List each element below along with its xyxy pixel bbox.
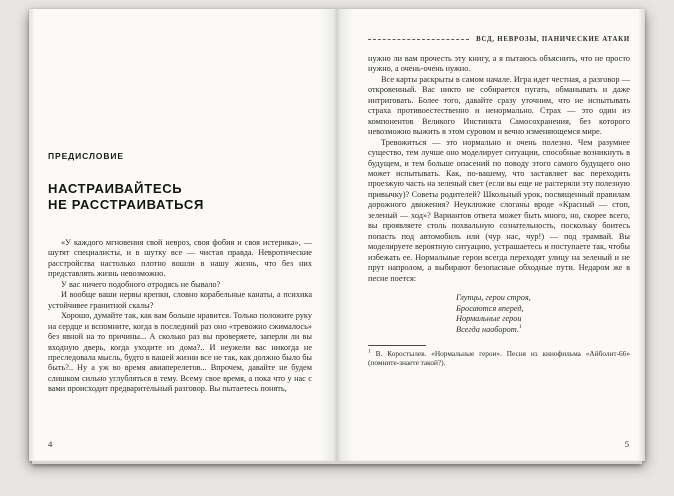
footnote-text: В. Коростылев. «Нормальные герои». Песня из кинофильма «Айболит-66» (помните-знаете такой?). bbox=[368, 348, 630, 368]
verse-line: Нормальные герои bbox=[456, 314, 522, 324]
body-paragraph: Хорошо, думайте так, как вам больше нравится. Только положите руку на сердце и вспомните, когда в последний раз оно «тревожно сжималось» без явной на то причины... А сколько раз вы проверяете, заперли ли вы входную дверь, когда уходите из дома?.. И неужели вас никогда не преследовала мысль, будто в вашей жизни все не так, как должно было бы быть?.. Ну а уж во время авиаперелетов... Впрочем, давайте не будем слишком сильно углубляться в тему. Всему свое время, а пока что у нас с вами происходит предварительный разговор. Вы пытаетесь понять, bbox=[48, 311, 312, 394]
chapter-title-line-2: НЕ РАССТРАИВАТЬСЯ bbox=[48, 197, 204, 212]
chapter-title-line-1: НАСТРАИВАЙТЕСЬ bbox=[48, 181, 183, 196]
footnote-mark: 1 bbox=[368, 348, 371, 355]
verse-line bbox=[456, 325, 630, 336]
left-page bbox=[29, 9, 337, 461]
left-page-body bbox=[48, 238, 312, 395]
chapter-title bbox=[48, 181, 312, 213]
section-label: ПРЕДИСЛОВИЕ bbox=[48, 151, 124, 161]
running-header-label: ВСД, НЕВРОЗЫ, ПАНИЧЕСКИЕ АТАКИ bbox=[476, 36, 630, 43]
body-paragraph: нужно ли вам прочесть эту книгу, а я пытаюсь объяснить, что не просто нужно, а очень-очень нужно. bbox=[368, 54, 630, 74]
page-number-left: 4 bbox=[48, 439, 53, 449]
book-spread bbox=[29, 9, 645, 461]
running-header bbox=[368, 36, 630, 43]
verse-quote bbox=[456, 293, 630, 336]
right-page-body bbox=[368, 54, 630, 284]
page-number-right: 5 bbox=[624, 439, 629, 449]
body-paragraph: И вообще ваши нервы крепки, словно корабельные канаты, а психика устойчивее гранитной скалы? bbox=[48, 290, 312, 310]
footnote-block bbox=[368, 345, 630, 368]
footnote-reference-mark: 1 bbox=[518, 324, 522, 331]
body-paragraph: Все карты раскрыты в самом начале. Игра идет честная, а разговор — откровенный. Вас никто не собирается пугать, обманывать и даже интриговать. Более того, давайте сразу уточним, что не испытывать страха противоестественно и ненормально. Страх — это один из компонентов Великого Инстинкта Самосохранения, без которого невозможно выжить в этом суровом и вечно изменяющемся мире. bbox=[368, 74, 630, 137]
footnote bbox=[368, 349, 630, 368]
verse-line: Бросаются вперед, bbox=[456, 303, 524, 313]
body-paragraph: «У каждого мгновения свой невроз, своя фобия и своя истерика», — шутят специалисты, и в шутку все — чистая правда. Невротические расстройства настолько плотно вошли в нашу жизнь, что без них представлять жизнь невозможно. bbox=[48, 238, 312, 279]
right-page bbox=[337, 9, 645, 461]
verse-line-text: Всегда наоборот. bbox=[456, 325, 519, 335]
verse-line: Глупцы, герои строя, bbox=[456, 292, 531, 302]
body-paragraph: Тревожиться — это нормально и очень полезно. Чем разумнее существо, тем лучше оно моделирует ситуации, способные возникнуть в будущем, и тем больше опасений по поводу этого самого будущего оно может испытывать. Как, по-вашему, что заставляет вас переходить проезжую часть на зеленый свет (если вы еще не растеряли эту полезную привычку)? Советы родителей? Школьный урок, посвященный правилам дорожного движения? Неуклюжие слоганы вроде «Красный — стоп, зеленый — ход»? Вариантов ответа может быть много, но, скорее всего, вы проявляете столь похвальную сознательность, поскольку боитесь попасть под автомобиль или (чур нас, чур!) — под трамвай. Вы моделируете вероятную ситуацию, устрашаетесь и поступаете так, чтобы избежать ее. Нормальные герои всегда переходят улицу на зеленый и не прут напролом, а выбирают безопасные обходные пути. Недаром же в песне поется: bbox=[368, 137, 630, 283]
footnote-rule bbox=[368, 345, 426, 346]
body-paragraph: У вас ничего подобного отродясь не бывало? bbox=[61, 279, 221, 289]
header-rule bbox=[368, 39, 469, 40]
